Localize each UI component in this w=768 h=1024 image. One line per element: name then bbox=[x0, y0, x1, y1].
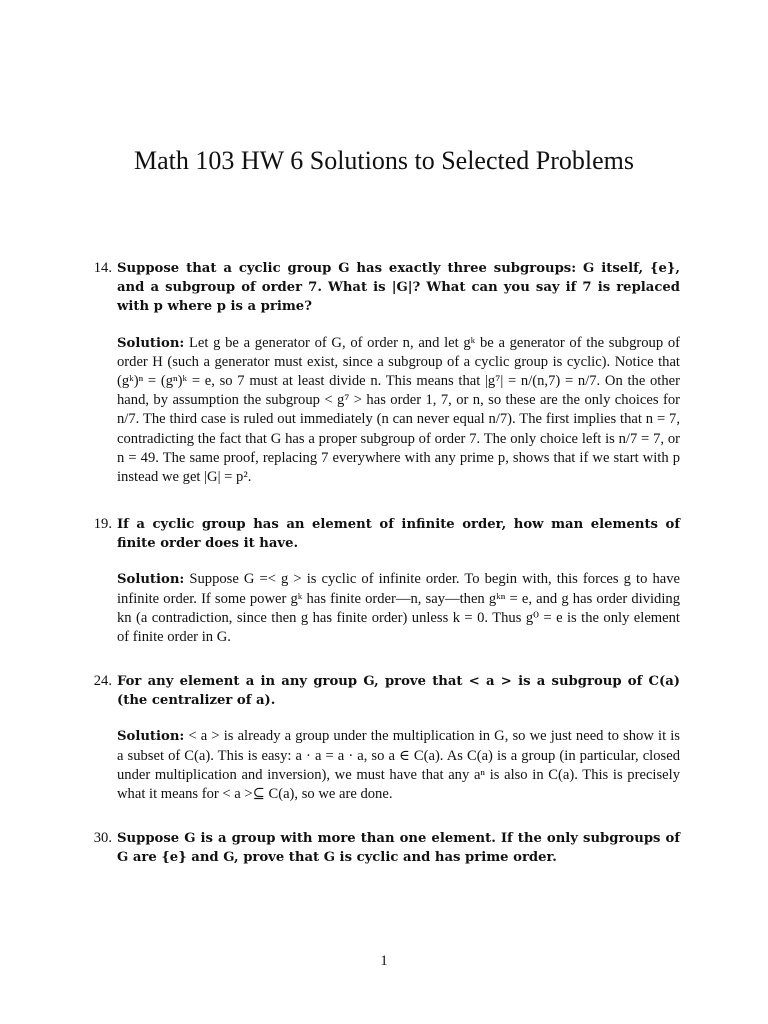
solution-paragraph bbox=[117, 727, 680, 804]
solution-label: Solution: bbox=[117, 335, 185, 351]
page-title: Math 103 HW 6 Solutions to Selected Problems bbox=[134, 146, 634, 175]
problem-statement: For any element a in any group G, prove that < a > is a subgroup of C(a) (the centralizer of a). bbox=[117, 674, 680, 709]
solution-label: Solution: bbox=[117, 729, 185, 745]
problem-statement: If a cyclic group has an element of infinite order, how man elements of finite order does it have. bbox=[117, 517, 680, 552]
solution-text: Let g be a generator of G, of order n, and let gᵏ be a generator of the subgroup of order H (such a generator must exist, since a subgroup of a cyclic group is cyclic). Notice that (gᵏ)ⁿ = (gⁿ)ᵏ = e, so 7 must at least divide n. This means that |g⁷| = n/(n,7) = n/7. On the other hand, by assumption the subgroup < g⁷ > has order 1, 7, or n, so these are the only choices for n/7. The third case is ruled out immediately (n can never equal n/7). The first implies that n = 7, contradicting the fact that G has a proper subgroup of order 7. The only choice left is n/7 = 7, or n = 49. The same proof, replacing 7 everywhere with any prime p, shows that if we start with p instead we get |G| = p². bbox=[117, 334, 680, 486]
page-number: 1 bbox=[380, 953, 388, 969]
problem-statement: Suppose G is a group with more than one element. If the only subgroups of G are {e} and G, prove that G is cyclic and has prime order. bbox=[117, 831, 680, 866]
problem-number: 24. bbox=[93, 673, 112, 689]
problem-24 bbox=[84, 672, 680, 804]
problem-14 bbox=[84, 259, 680, 487]
problem-number: 30. bbox=[93, 830, 112, 846]
solution-text: Suppose G =< g > is cyclic of infinite order. To begin with, this forces g to have infinite order. If some power gᵏ has finite order—n, say—then gᵏⁿ = e, and g has order dividing kn (a contradiction, since then g has finite order) unless k = 0. Thus g⁰ = e is the only element of finite order in G. bbox=[117, 571, 680, 646]
problem-number: 14. bbox=[93, 260, 112, 276]
problem-30 bbox=[84, 829, 680, 867]
problem-19 bbox=[84, 515, 680, 647]
solution-label: Solution: bbox=[117, 572, 185, 588]
problem-statement: Suppose that a cyclic group G has exactly three subgroups: G itself, {e}, and a subgroup of order 7. What is |G|? What can you say if 7 is replaced with p where p is a prime? bbox=[117, 261, 680, 315]
solution-text: < a > is already a group under the multiplication in G, so we just need to show it is a subset of C(a). This is easy: a · a = a · a, so a ∈ C(a). As C(a) is a group (in particular, closed under multiplication and inversion), we must have that any aⁿ is also in C(a). This is precisely what it means for < a >⊆ C(a), so we are done. bbox=[117, 728, 680, 803]
solution-paragraph bbox=[117, 334, 680, 488]
solution-paragraph bbox=[117, 570, 680, 647]
problem-number: 19. bbox=[93, 516, 112, 532]
